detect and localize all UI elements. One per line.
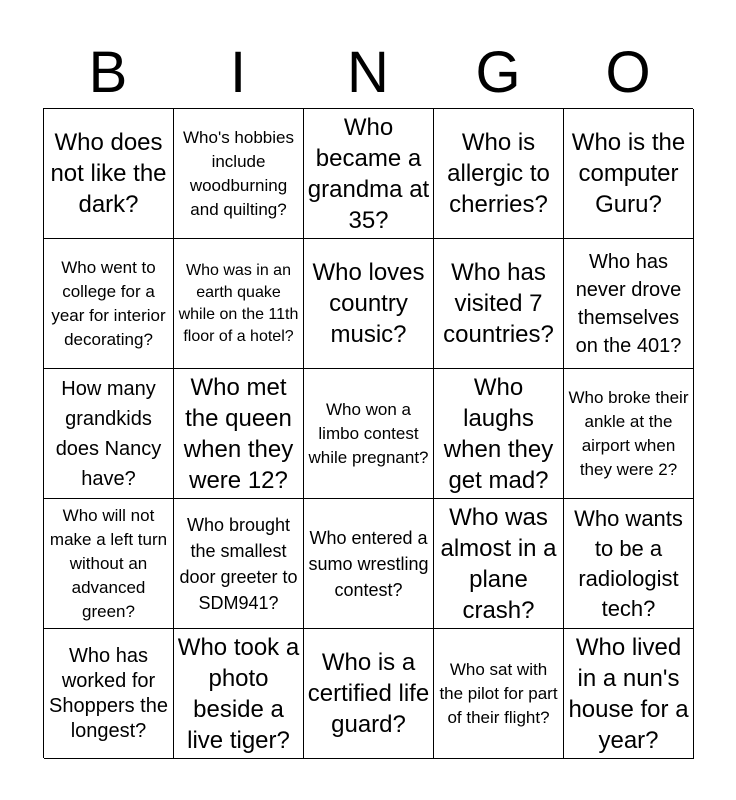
cell-text: Who's hobbies include woodburning and quilting? bbox=[183, 127, 294, 219]
bingo-cell[interactable] bbox=[434, 109, 564, 239]
cell-text: Who is allergic to cherries? bbox=[447, 129, 550, 218]
bingo-cell[interactable] bbox=[304, 369, 434, 499]
bingo-cell[interactable] bbox=[564, 629, 694, 759]
bingo-cell[interactable] bbox=[434, 629, 564, 759]
cell-text: Who became a grandma at 35? bbox=[307, 113, 430, 234]
cell-text: Who has worked for Shoppers the longest? bbox=[49, 644, 168, 742]
cell-text: Who is a certified life guard? bbox=[307, 649, 430, 738]
cell-text: Who does not like the dark? bbox=[50, 129, 167, 218]
header-letter-o: O bbox=[605, 40, 651, 105]
bingo-cell[interactable] bbox=[44, 109, 174, 239]
bingo-header bbox=[43, 38, 693, 108]
bingo-cell[interactable] bbox=[434, 499, 564, 629]
header-letter-n: N bbox=[347, 40, 389, 105]
cell-text: Who loves country music? bbox=[312, 259, 425, 348]
bingo-cell[interactable] bbox=[174, 239, 304, 369]
bingo-cell[interactable] bbox=[564, 369, 694, 499]
bingo-cell[interactable] bbox=[174, 369, 304, 499]
bingo-cell[interactable] bbox=[44, 239, 174, 369]
header-letter-b: B bbox=[88, 40, 128, 105]
bingo-cell[interactable] bbox=[564, 499, 694, 629]
bingo-cell[interactable] bbox=[44, 629, 174, 759]
bingo-cell[interactable] bbox=[434, 369, 564, 499]
bingo-cell[interactable] bbox=[304, 239, 434, 369]
cell-text: Who has never drove themselves on the 401? bbox=[575, 250, 682, 357]
bingo-cell[interactable] bbox=[434, 239, 564, 369]
bingo-cell[interactable] bbox=[174, 109, 304, 239]
bingo-cell[interactable] bbox=[304, 629, 434, 759]
cell-text: Who went to college for a year for interior decorating? bbox=[51, 257, 166, 349]
cell-text: Who laughs when they get mad? bbox=[443, 373, 554, 494]
header-letter-g: G bbox=[475, 40, 521, 105]
cell-text: Who has visited 7 countries? bbox=[443, 259, 554, 348]
cell-text: Who was almost in a plane crash? bbox=[440, 503, 557, 624]
bingo-cell[interactable] bbox=[304, 109, 434, 239]
cell-text: Who won a limbo contest while pregnant? bbox=[308, 399, 429, 467]
cell-text: Who entered a sumo wrestling contest? bbox=[308, 527, 429, 600]
bingo-cell[interactable] bbox=[174, 629, 304, 759]
cell-text: Who is the computer Guru? bbox=[571, 129, 686, 218]
cell-text: Who wants to be a radiologist tech? bbox=[574, 505, 683, 621]
bingo-board bbox=[43, 108, 693, 758]
cell-text: Who will not make a left turn without an advanced green? bbox=[49, 505, 168, 621]
bingo-cell[interactable] bbox=[564, 239, 694, 369]
bingo-cell[interactable] bbox=[44, 499, 174, 629]
bingo-cell[interactable] bbox=[304, 499, 434, 629]
cell-text: Who lived in a nun's house for a year? bbox=[568, 633, 689, 754]
bingo-cell[interactable] bbox=[44, 369, 174, 499]
bingo-cell[interactable] bbox=[174, 499, 304, 629]
cell-text: Who met the queen when they were 12? bbox=[183, 373, 294, 494]
cell-text: Who brought the smallest door greeter to SDM941? bbox=[179, 514, 298, 613]
cell-text: How many grandkids does Nancy have? bbox=[55, 377, 162, 490]
bingo-cell[interactable] bbox=[564, 109, 694, 239]
header-letter-i: I bbox=[229, 40, 247, 105]
cell-text: Who took a photo beside a live tiger? bbox=[177, 633, 300, 754]
cell-text: Who broke their ankle at the airport when they were 2? bbox=[568, 387, 689, 479]
cell-text: Who was in an earth quake while on the 11th floor of a hotel? bbox=[178, 261, 299, 345]
cell-text: Who sat with the pilot for part of their flight? bbox=[439, 659, 558, 727]
